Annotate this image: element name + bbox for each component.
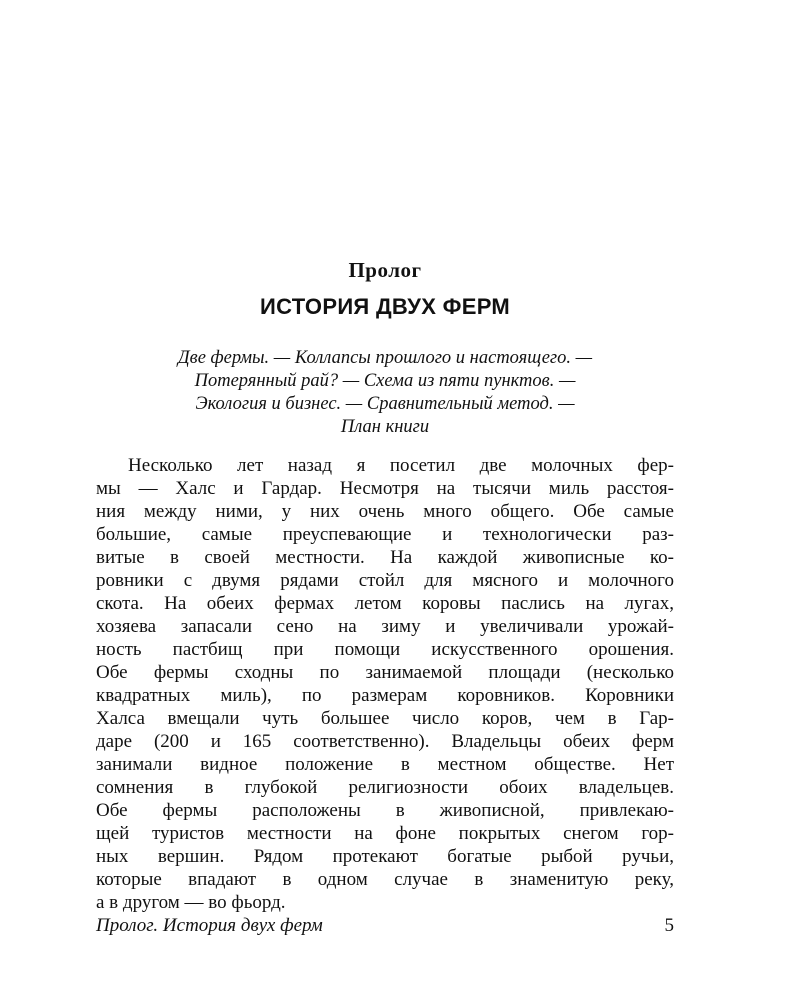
body-paragraph — [96, 454, 674, 914]
body-line: витые в своей местности. На каждой живописные ко- — [96, 547, 674, 568]
body-line: а в другом — во фьорд. — [96, 892, 286, 913]
body-line: большие, самые преуспевающие и технологически раз- — [96, 524, 674, 545]
body-line: ровники с двумя рядами стойл для мясного и молочного — [96, 570, 674, 591]
epigraph-line: План книги — [340, 417, 430, 437]
body-line: хозяева запасали сено на зиму и увеличивали урожай- — [96, 616, 674, 637]
body-line: ных вершин. Рядом протекают богатые рыбой ручьи, — [96, 846, 674, 867]
body-line: Халса вмещали чуть большее число коров, чем в Гар- — [96, 708, 674, 729]
epigraph — [96, 347, 674, 439]
body-line: которые впадают в одном случае в знаменитую реку, — [96, 869, 674, 890]
epigraph-line: Потерянный рай? — Схема из пяти пунктов. — — [194, 371, 576, 391]
page-number: 5 — [664, 915, 674, 936]
chapter-title: ИСТОРИЯ ДВУХ ФЕРМ — [259, 294, 511, 319]
body-line: сомнения в глубокой религиозности обоих владельцев. — [96, 777, 674, 798]
body-line: Обе фермы сходны по занимаемой площади (несколько — [96, 662, 674, 683]
body-line: квадратных миль), по размерам коровников. Коровники — [96, 685, 674, 706]
chapter-label: Пролог — [348, 258, 422, 282]
body-line: щей туристов местности на фоне покрытых снегом гор- — [96, 823, 674, 844]
body-line: ность пастбищ при помощи искусственного орошения. — [96, 639, 674, 660]
epigraph-line: Две фермы. — Коллапсы прошлого и настоящего. — — [177, 348, 593, 368]
running-title: Пролог. История двух ферм — [96, 915, 323, 936]
body-line: скота. На обеих фермах летом коровы паслись на лугах, — [96, 593, 674, 614]
body-line: Обе фермы расположены в живописной, привлекаю- — [96, 800, 674, 821]
body-line: Несколько лет назад я посетил две молочных фер- — [128, 455, 674, 476]
body-line: ния между ними, у них очень много общего. Обе самые — [96, 501, 674, 522]
body-line: занимали видное положение в местном обществе. Нет — [96, 754, 674, 775]
body-line: мы — Халс и Гардар. Несмотря на тысячи миль расстоя- — [96, 478, 674, 499]
body-line: даре (200 и 165 соответственно). Владельцы обеих ферм — [96, 731, 674, 752]
epigraph-line: Экология и бизнес. — Сравнительный метод. — — [195, 394, 575, 414]
